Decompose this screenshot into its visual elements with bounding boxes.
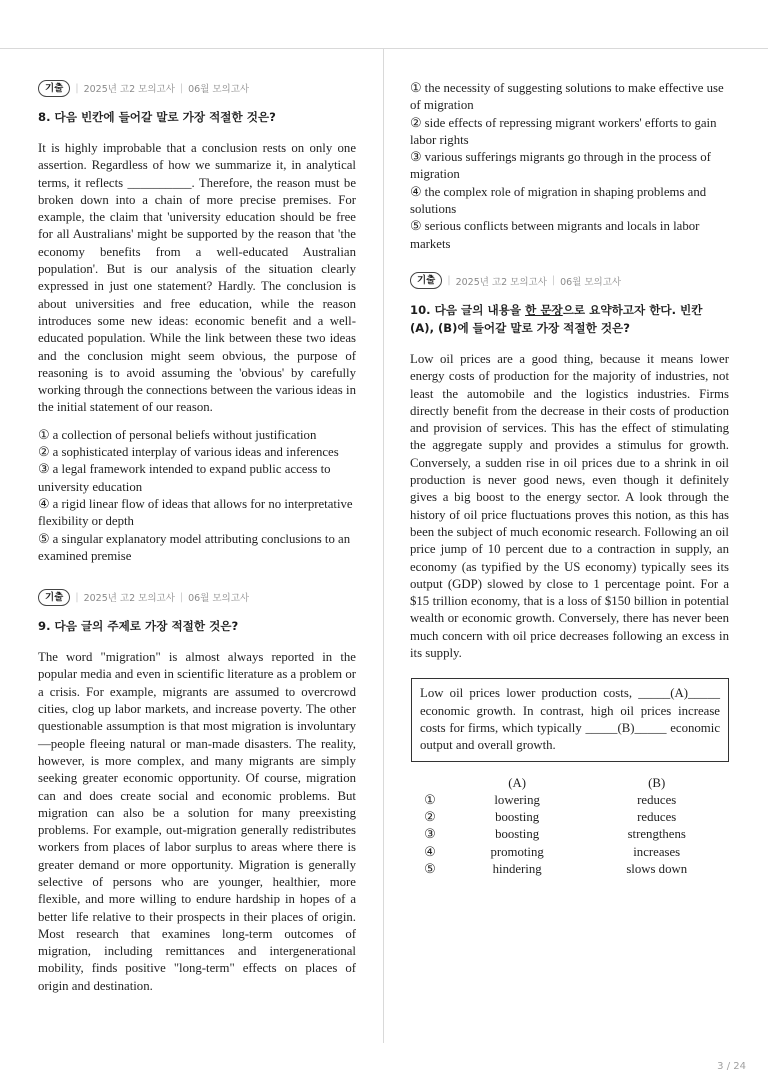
exam-year: 2025년 고2 모의고사: [83, 593, 175, 605]
exam-month: 06월 모의고사: [560, 276, 622, 288]
answer-number: ①: [424, 792, 436, 807]
answer-number: ②: [424, 810, 436, 825]
passage: The word "migration" is almost always reported in the popular media and even in scientific literature as a problem or a crisis. For example, migrants are assumed to overcrowd cities, clog up labor markets, and increase poverty. The other questionable assumption is that most migration is involuntary—people fleeing natural or man-made disasters. The reality, however, is more complex, and many migrants are simply seeking greater economic opportunity. Of course, migration can and does create social and economic problems. But migration can also be a solution for many preexisting problems. For example, out-migration generally redistributes workers from places of labor surplus to areas where there is greater demand or more opportunity. Migration is generally selective of persons who are younger, healthier, more flexible, and more willing to endure hardship in hopes of a better life relative to their prospects in their places of origin. Most research that examines long-term outcomes of migration, including remittances and intergenerational mobility, finds positive "long-term" effects on places of origin and destination.: [38, 650, 356, 993]
answer-a: hindering: [492, 861, 542, 876]
answer-a: lowering: [494, 792, 540, 807]
option-5[interactable]: ⑤ a singular explanatory model attributing conclusions to an examined premise: [38, 531, 351, 563]
left-column: [38, 78, 356, 995]
answer-row-3[interactable]: [410, 826, 729, 843]
question-title: 9. 다음 글의 주제로 가장 적절한 것은?: [38, 619, 239, 634]
exam-year: 2025년 고2 모의고사: [83, 84, 175, 95]
answer-number: ⑤: [424, 861, 436, 876]
answer-a: promoting: [490, 844, 544, 859]
answer-a: boosting: [495, 810, 540, 825]
source-tag-row: 기출 | 2025년 고2 모의고사 | 06월 모의고사: [38, 587, 356, 607]
exam-month: 06월 모의고사: [188, 84, 250, 95]
source-tag-row: 기출 | 2025년 고2 모의고사 | 06월 모의고사: [38, 78, 356, 98]
answer-row-2[interactable]: [410, 809, 729, 826]
summary-box: Low oil prices lower production costs, _____(A)_____ economic growth. In contrast, high oil prices increase costs for firms, which typically _____(B)_____ economic output and overall growth.: [411, 678, 729, 761]
question-title: 10. 다음 글의 내용을 한 문장으로 요약하고자 한다. 빈칸 (A), (B)에 들어갈 말로 가장 적절한 것은?: [410, 302, 703, 335]
column-b-header: (B): [648, 775, 666, 790]
answer-a: boosting: [495, 827, 540, 842]
question-10: [410, 271, 729, 878]
column-a-header: (A): [508, 775, 527, 790]
answer-row-1[interactable]: [410, 792, 729, 809]
option-3[interactable]: ③ a legal framework intended to expand public access to university education: [38, 462, 331, 494]
option-4[interactable]: ④ a rigid linear flow of ideas that allows for no interpretative flexibility or depth: [38, 496, 353, 529]
underlined-phrase: 한 문장: [525, 302, 563, 317]
exam-month: 06월 모의고사: [188, 593, 250, 605]
answer-b: strengthens: [627, 827, 686, 842]
option-2[interactable]: ② a sophisticated interplay of various ideas and inferences: [38, 445, 339, 460]
answer-row-4[interactable]: [410, 844, 729, 861]
past-exam-badge: 기출: [38, 80, 70, 97]
header-divider: [0, 48, 768, 49]
answer-b: slows down: [626, 861, 688, 876]
column-divider: [383, 48, 384, 1043]
exam-year: 2025년 고2 모의고사: [455, 276, 547, 288]
answer-table-header: [410, 775, 729, 792]
answer-options: [38, 427, 356, 565]
right-column: [410, 80, 729, 878]
option-4[interactable]: ④ the complex role of migration in shaping problems and solutions: [410, 184, 707, 217]
source-tag-row: 기출 | 2025년 고2 모의고사 | 06월 모의고사: [410, 271, 729, 291]
passage: Low oil prices are a good thing, because it means lower energy costs of production for the majority of industries, not least the automobile and the logistics industries. Firms directly benefit from the decrease in their costs of production and provision of services. This has the effect of stimulating the aggregate supply and provides a stimulus for growth. Conversely, a sudden rise in oil prices due to a shrink in oil production is never good news, even though it definitely gives a big boost to the energy sector. A look through the history of oil price fluctuations proves this notion, as this has been the subject of much economic research. Following an oil price jump of 10 percent due to a contraction in supply, an economy (as typified by the US economy) typically sees its output (GDP) slowed by close to 1 percentage point. For a $15 trillion economy, that is a loss of $150 billion in potential wealth or economic growth. Conversely, there has never been much concern with oil price decreases following an excess in its supply.: [410, 351, 729, 661]
answer-number: ③: [424, 827, 436, 842]
question-title: 8. 다음 빈칸에 들어갈 말로 가장 적절한 것은?: [38, 110, 276, 124]
option-2[interactable]: ② side effects of repressing migrant workers' efforts to gain labor rights: [410, 115, 717, 147]
question-8: [38, 78, 356, 565]
answer-number: ④: [424, 844, 436, 859]
answer-row-5[interactable]: [410, 861, 729, 878]
past-exam-badge: 기출: [410, 272, 442, 289]
question-9: [38, 587, 356, 995]
answer-table: [410, 775, 729, 879]
option-3[interactable]: ③ various sufferings migrants go through in the process of migration: [410, 150, 711, 182]
option-1[interactable]: ① the necessity of suggesting solutions to make effective use of migration: [410, 81, 724, 113]
answer-b: increases: [633, 844, 681, 859]
option-1[interactable]: ① a collection of personal beliefs without justification: [38, 427, 317, 442]
passage: It is highly improbable that a conclusion rests on only one assertion. Regardless of how we summarize it, in analytical terms, it reflects __________. Therefore, the reason must be broken down into a chain of more precise premises. For example, the claim that 'university education should be free for all Australians' might be supported by the reason that 'the economy benefits from a well-educated Australian population'. But is our analysis of the situation clearly expressed in just one statement? Hardly. The conclusion is about universities and free education, while the reason introduces some new ideas: economic benefit and a well-educated population. While the link between these two ideas and the conclusion might seem obvious, the purpose of reasoning is to avoid assuming the 'obvious' by carefully working through the connections between the various ideas in the initial statement of our reason.: [38, 141, 356, 415]
answer-options: [410, 80, 729, 253]
option-5[interactable]: ⑤ serious conflicts between migrants and locals in labor markets: [410, 219, 700, 251]
page-number: 3 / 24: [717, 1061, 746, 1072]
answer-b: reduces: [637, 792, 677, 807]
answer-b: reduces: [637, 810, 677, 825]
past-exam-badge: 기출: [38, 589, 70, 606]
